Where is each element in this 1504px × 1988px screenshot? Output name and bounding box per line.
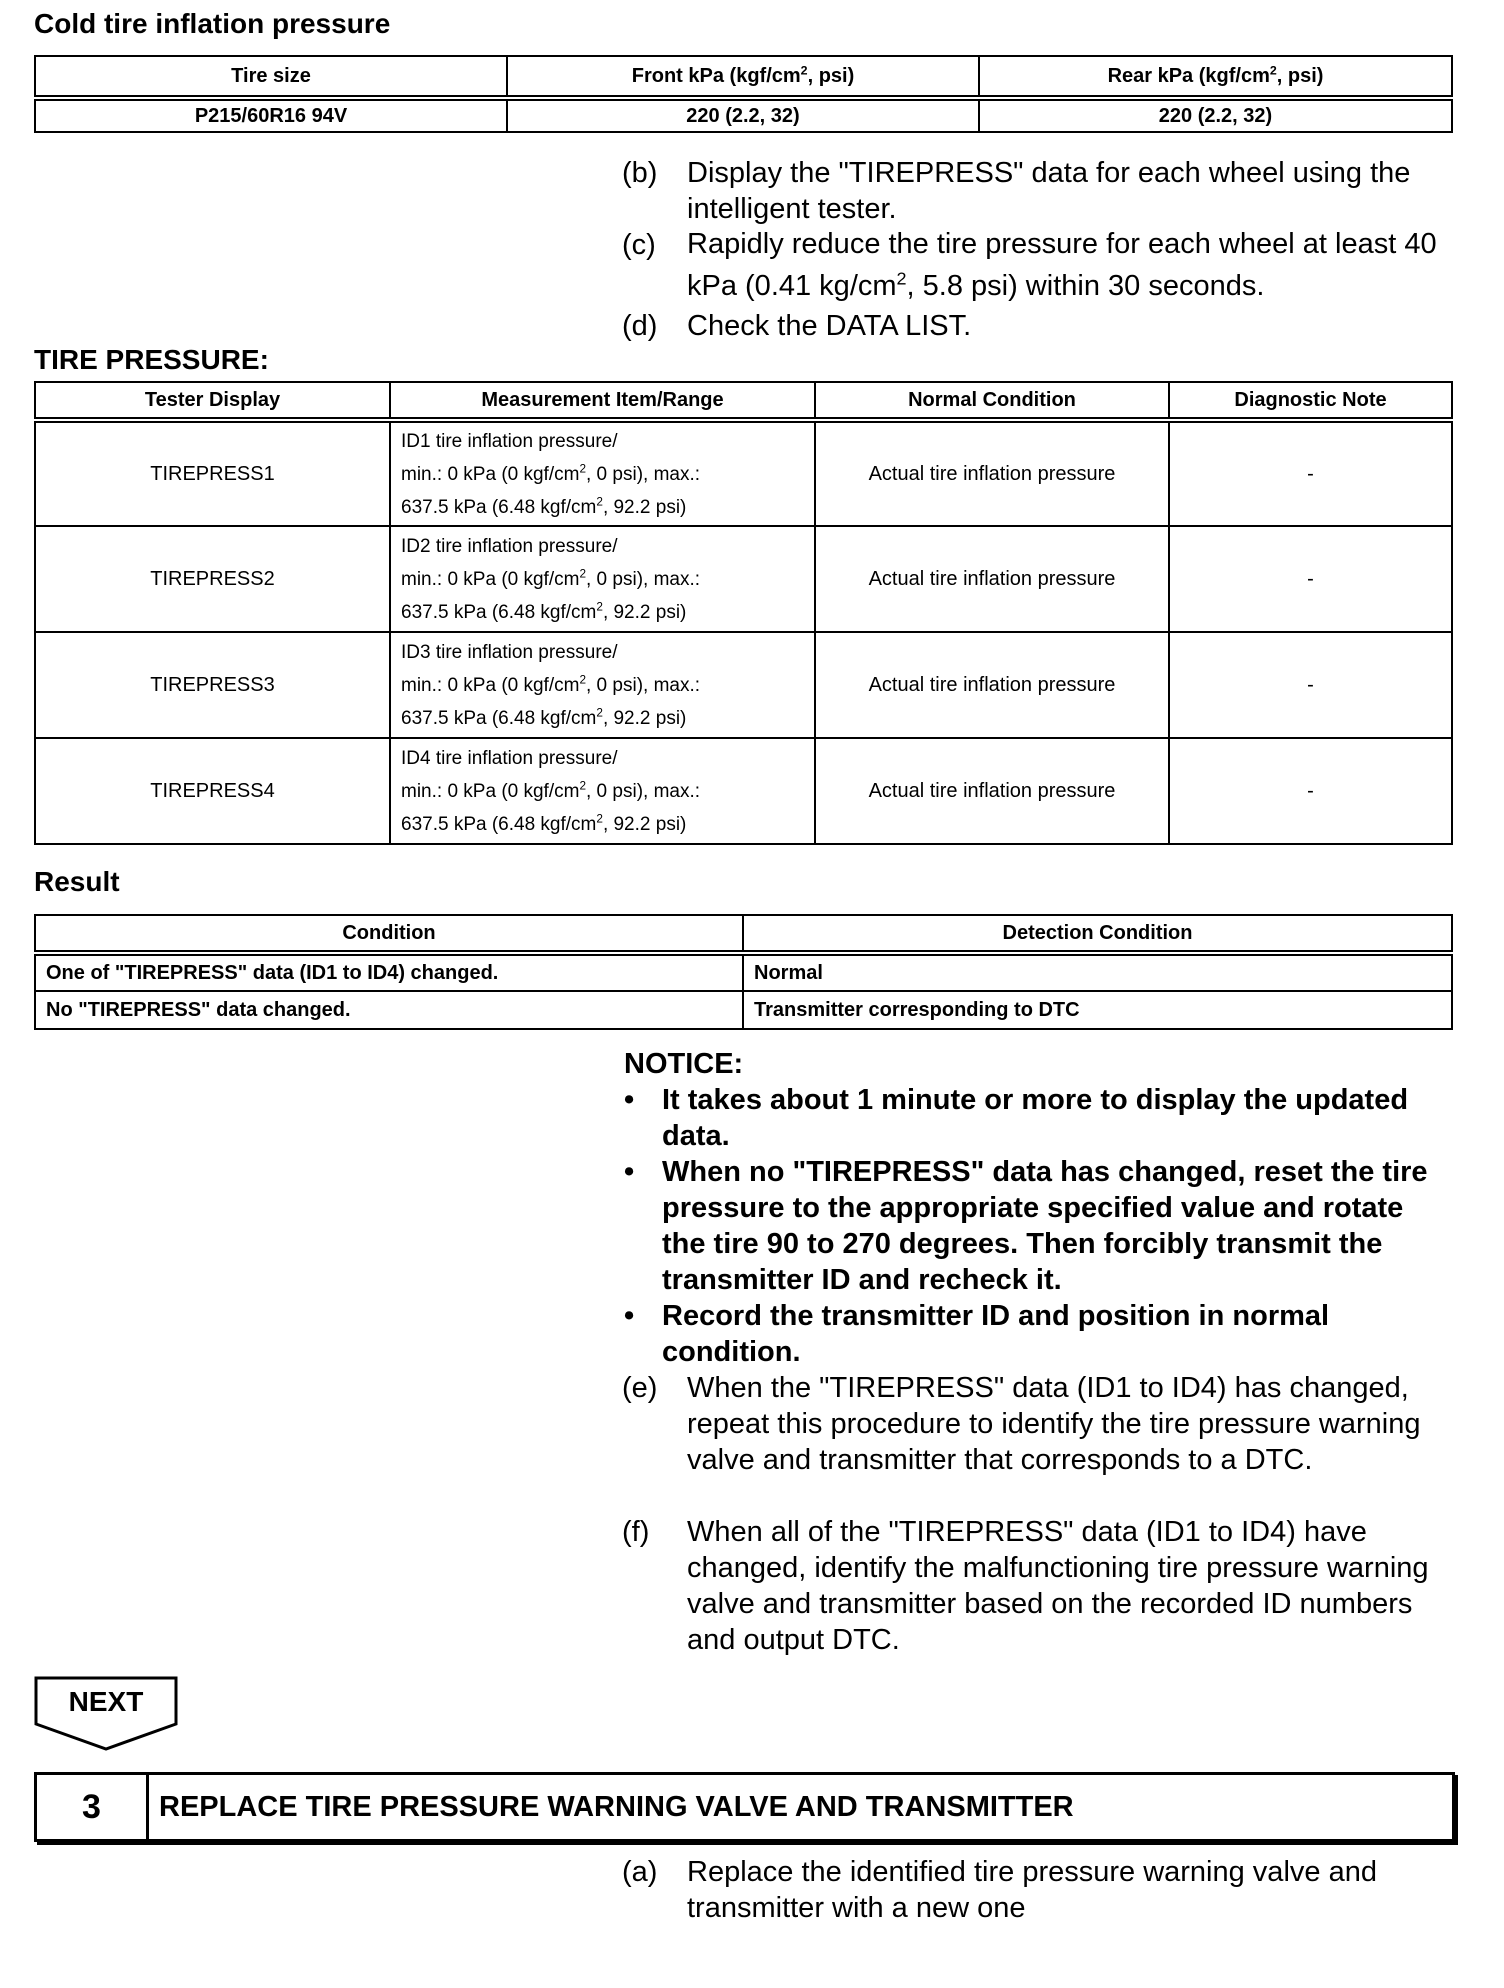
step-text: When the "TIREPRESS" data (ID1 to ID4) has changed, repeat this procedure to identify the tire pressure warning valve and transmitter that corresponds to a DTC.	[687, 1372, 1421, 1476]
cell-tester-display: TIREPRESS2	[35, 526, 390, 632]
step-label: (e)	[622, 1372, 658, 1404]
table-row	[35, 953, 1452, 991]
cell-measurement: ID3 tire inflation pressure/ min.: 0 kPa (0 kgf/$cm^2$, 0 psi), max.: 637.5 kPa (6.48 kgf/$cm^2$, 92.2 psi)	[390, 632, 815, 738]
cell-measurement: ID1 tire inflation pressure/ min.: 0 kPa (0 kgf/$cm^2$, 0 psi), max.: 637.5 kPa (6.48 kgf/$cm^2$, 92.2 psi)	[390, 420, 815, 526]
step3-title: REPLACE TIRE PRESSURE WARNING VALVE AND TRANSMITTER	[159, 1791, 1074, 1823]
cell-tester-display: TIREPRESS3	[35, 632, 390, 738]
bullet-icon: •	[624, 1300, 635, 1332]
cell-front: 220 (2.2, 32)	[507, 98, 979, 132]
table-row	[35, 991, 1452, 1029]
cell-detection: Normal	[743, 953, 1452, 991]
cell-diagnostic-note: -	[1169, 420, 1452, 526]
cell-diagnostic-note: -	[1169, 738, 1452, 844]
cell-rear: 220 (2.2, 32)	[979, 98, 1452, 132]
cell-normal-condition: Actual tire inflation pressure	[815, 420, 1169, 526]
cell-measurement: ID4 tire inflation pressure/ min.: 0 kPa (0 kgf/$cm^2$, 0 psi), max.: 637.5 kPa (6.48 kgf/$cm^2$, 92.2 psi)	[390, 738, 815, 844]
header-tire-size: Tire size	[35, 56, 507, 98]
cold-section-title: Cold tire inflation pressure	[34, 8, 391, 39]
cell-detection: Transmitter corresponding to DTC	[743, 991, 1452, 1029]
step-label: (b)	[622, 157, 658, 189]
step3-number: 3	[37, 1775, 149, 1839]
step-label: (c)	[622, 229, 656, 261]
step-text: When all of the "TIREPRESS" data (ID1 to ID4) have changed, identify the malfunctioning tire pressure warning valve and transmitter based on the recorded ID numbers and output DTC.	[687, 1516, 1429, 1656]
cell-condition: No "TIREPRESS" data changed.	[35, 991, 743, 1029]
cold-pressure-table	[34, 55, 1453, 133]
next-label: NEXT	[68, 1686, 144, 1717]
step3-header	[34, 1772, 1455, 1842]
header-detection-condition: Detection Condition	[743, 915, 1452, 953]
step-text: Check the DATA LIST.	[687, 310, 972, 342]
cell-tester-display: TIREPRESS1	[35, 420, 390, 526]
notice-text: Record the transmitter ID and position in normal condition.	[662, 1300, 1330, 1368]
step-text: Replace the identified tire pressure warning valve and transmitter with a new one	[687, 1856, 1377, 1924]
next-button[interactable]	[34, 1676, 178, 1752]
header-measurement: Measurement Item/Range	[390, 382, 815, 420]
tire-pressure-title: TIRE PRESSURE:	[34, 344, 269, 375]
notice-text: When no "TIREPRESS" data has changed, reset the tire pressure to the appropriate specified value and rotate the tire 90 to 270 degrees. Then forcibly transmit the transmitter ID and recheck it.	[662, 1156, 1428, 1296]
table-row	[35, 738, 1452, 844]
header-tester-display: Tester Display	[35, 382, 390, 420]
tire-pressure-table	[34, 381, 1453, 845]
header-condition: Condition	[35, 915, 743, 953]
table-row	[35, 632, 1452, 738]
cell-normal-condition: Actual tire inflation pressure	[815, 526, 1169, 632]
table-row	[35, 420, 1452, 526]
bullet-icon: •	[624, 1084, 635, 1116]
cell-normal-condition: Actual tire inflation pressure	[815, 632, 1169, 738]
step-label: (d)	[622, 310, 658, 342]
step-text: Rapidly reduce the tire pressure for each wheel at least 40 kPa (0.41 $kg/cm^2$, 5.8 psi) within 30 seconds.	[687, 228, 1437, 302]
header-normal-condition: Normal Condition	[815, 382, 1169, 420]
header-front: Front kPa ($kgf/cm^2$, psi)	[507, 56, 979, 98]
bullet-icon: •	[624, 1156, 635, 1188]
result-title: Result	[34, 866, 120, 897]
notice-title: NOTICE:	[624, 1048, 744, 1080]
cell-condition: One of "TIREPRESS" data (ID1 to ID4) changed.	[35, 953, 743, 991]
header-diagnostic-note: Diagnostic Note	[1169, 382, 1452, 420]
cell-normal-condition: Actual tire inflation pressure	[815, 738, 1169, 844]
result-table	[34, 914, 1453, 1030]
cell-tester-display: TIREPRESS4	[35, 738, 390, 844]
cell-diagnostic-note: -	[1169, 632, 1452, 738]
step-label: (f)	[622, 1516, 650, 1548]
header-rear: Rear kPa ($kgf/cm^2$, psi)	[979, 56, 1452, 98]
table-row	[35, 526, 1452, 632]
step-text: Display the "TIREPRESS" data for each wheel using the intelligent tester.	[687, 157, 1411, 225]
cell-diagnostic-note: -	[1169, 526, 1452, 632]
cell-tire-size: P215/60R16 94V	[35, 98, 507, 132]
notice-text: It takes about 1 minute or more to display the updated data.	[662, 1084, 1409, 1152]
cell-measurement: ID2 tire inflation pressure/ min.: 0 kPa (0 kgf/$cm^2$, 0 psi), max.: 637.5 kPa (6.48 kgf/$cm^2$, 92.2 psi)	[390, 526, 815, 632]
step-label: (a)	[622, 1856, 658, 1888]
